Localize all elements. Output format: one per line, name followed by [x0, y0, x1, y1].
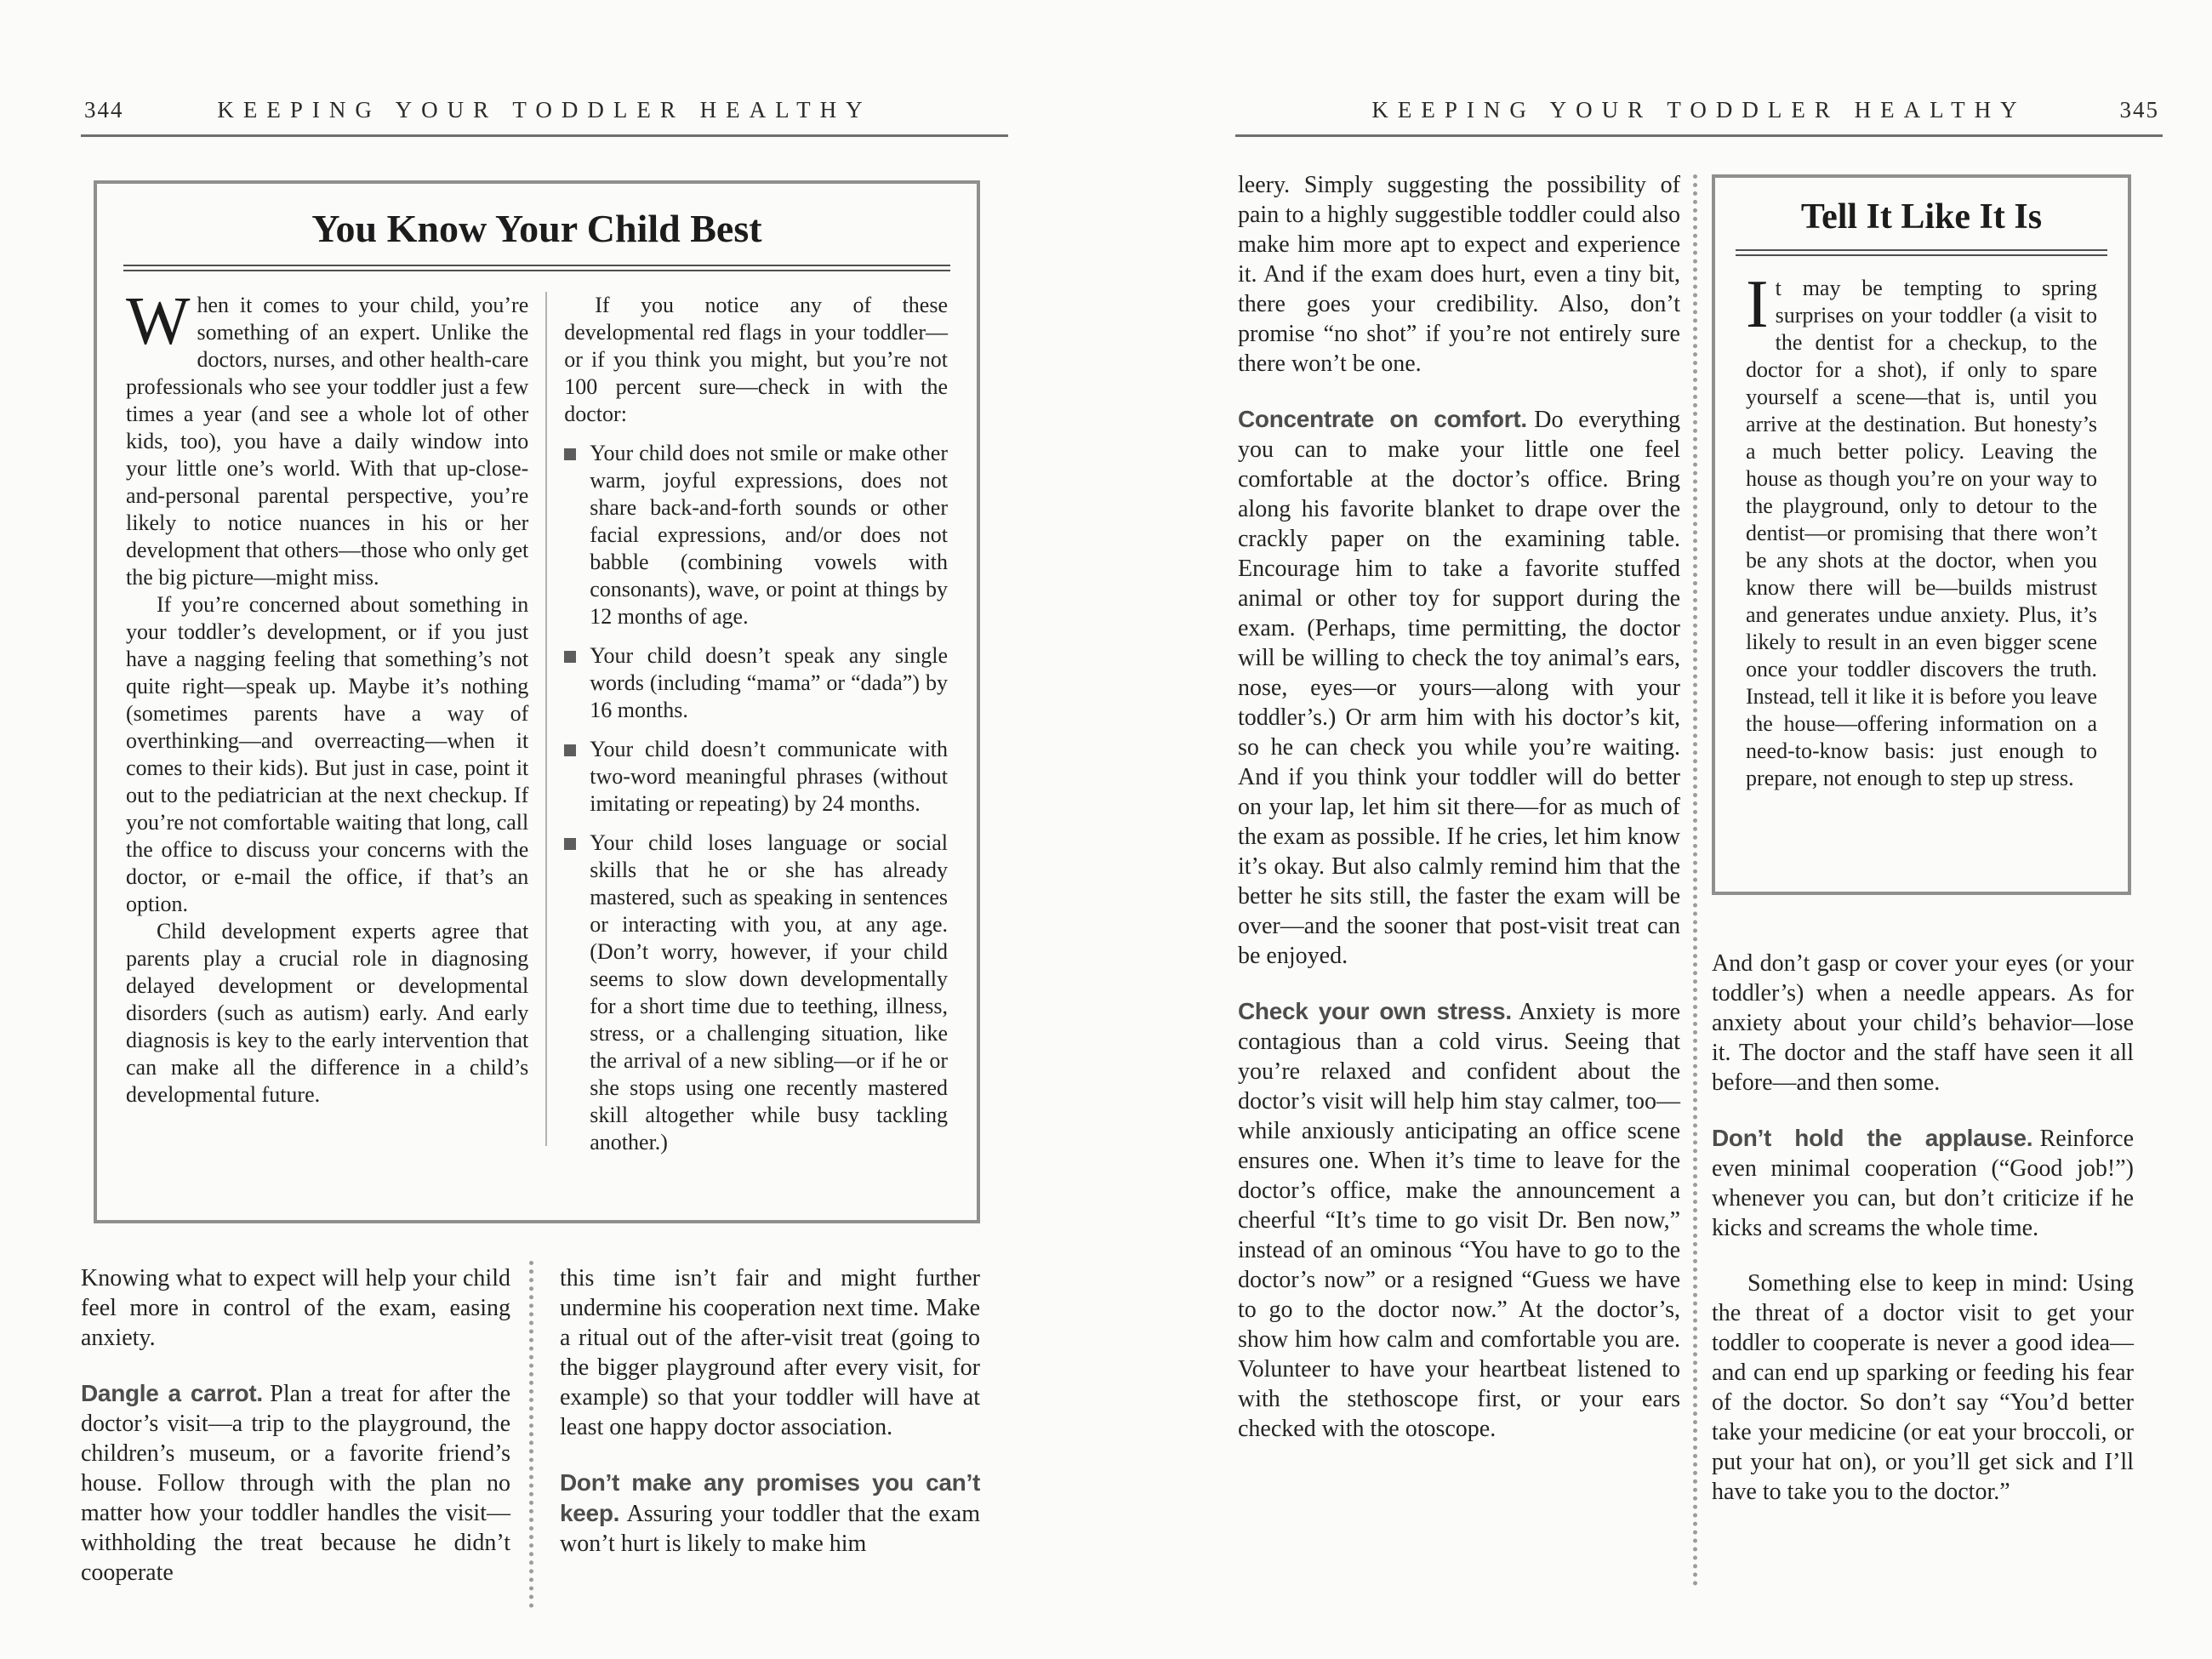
- column-divider-dotted: [529, 1261, 533, 1608]
- page-number-345: 345: [2119, 97, 2159, 123]
- paragraph: [81, 1378, 510, 1588]
- paragraph-lead: Don’t hold the applause.: [1712, 1125, 2033, 1151]
- left-page-column-1: [81, 1263, 510, 1588]
- paragraph: Something else to keep in mind: Using the threat of a doctor visit to get your toddler to cooperate is never a good idea—and can end up sparking or feeding his fear of the doctor. So don’t say “You’d better take your medicine (or eat your broccoli, or put your hat on), or you’ll get sick and I’ll have to take you to the doctor.”: [1712, 1270, 2134, 1505]
- right-page-column-1: [1238, 170, 1680, 1444]
- bullet-square-icon: [564, 744, 576, 756]
- running-head-right: KEEPING YOUR TODDLER HEALTHY: [1371, 97, 2027, 123]
- bullet-square-icon: [564, 651, 576, 663]
- paragraph: [1712, 1123, 2134, 1243]
- paragraph: If you notice any of these developmental red flags in your toddler—or if you think you might, but you’re not 100 percent sure—check in with the doctor:: [564, 293, 948, 426]
- list-item-text: Your child does not smile or make other warm, joyful expressions, does not share back-and-forth sounds or other facial expressions, and/or does not babble (combining vowels with consonants), wave, or point at things by 12 months of age.: [590, 441, 948, 629]
- paragraph: [560, 1468, 980, 1559]
- paragraph-text: Reinforce even minimal cooperation (“Good job!”) whenever you can, but don’t criticize if he kicks and screams the whole time.: [1712, 1126, 2134, 1241]
- box-title: Tell It Like It Is: [1800, 197, 2043, 237]
- paragraph-lead: Dangle a carrot.: [81, 1380, 263, 1406]
- right-page-column-2: [1712, 949, 2134, 1507]
- list-item: [564, 830, 948, 1156]
- list-item: [564, 642, 948, 724]
- paragraph: this time isn’t fair and might further undermine his cooperation next time. Make a ritual out of the after-visit treat (going to the bigger playground after every visit, for example) so that your toddler will have at least one happy doctor association.: [560, 1265, 980, 1440]
- paragraph: [1746, 267, 2097, 792]
- title-double-rule: [123, 265, 950, 271]
- left-page-column-2: [560, 1263, 980, 1559]
- paragraph: If you’re concerned about something in your toddler’s development, or if you just have a nagging feeling that something’s not quite right—speak up. Maybe it’s nothing (sometimes parents have a way of overthinking—and overreacting—when it comes to their kids). But just in case, point it out to the pediatrician at the next checkup. If you’re not comfortable waiting that long, call the office to discuss your concerns with the doctor, or e-mail the office, if that’s an option.: [126, 592, 529, 916]
- red-flag-list: [564, 440, 948, 1156]
- drop-cap: I: [1746, 267, 1769, 342]
- list-item: [564, 736, 948, 818]
- paragraph-text: Assuring your toddler that the exam won’t hurt is likely to make him: [560, 1501, 980, 1557]
- paragraph-text: hen it comes to your child, you’re something of an expert. Unlike the doctors, nurses, and other health-care professionals who see your toddler just a few times a year (and see a whole lot of other kids, too), you have a daily window into your little one’s world. With that up-close-and-personal parental perspective, you’re likely to notice nuances in his or her development that others—those who only get the big picture—might miss.: [126, 293, 529, 590]
- drop-cap: W: [126, 284, 191, 359]
- paragraph: Knowing what to expect will help your child feel more in control of the exam, easing anxiety.: [81, 1265, 510, 1351]
- bullet-square-icon: [564, 448, 576, 460]
- paragraph: leery. Simply suggesting the possibility of pain to a highly suggestible toddler could also make him more apt to expect and experience it. And if the exam does hurt, even a tiny bit, there goes your credibility. Also, don’t promise “no shot” if you’re not entirely sure there won’t be one.: [1238, 172, 1680, 377]
- column-divider-dotted: [1693, 174, 1697, 1587]
- callout-box-tell-it-like-it-is: [1712, 174, 2131, 895]
- left-page-header: [81, 85, 1008, 137]
- paragraph: [1238, 996, 1680, 1444]
- paragraph-lead: Don’t make any promises you can’t keep.: [560, 1469, 980, 1526]
- paragraph: Child development experts agree that parents play a crucial role in diagnosing delayed development or developmental disorders (such as autism) early. And early diagnosis is key to the early intervention that can make all the difference in a child’s developmental future.: [126, 919, 529, 1107]
- list-item-text: Your child doesn’t communicate with two-word meaningful phrases (without imitating or repeating) by 24 months.: [590, 737, 948, 816]
- list-item: [564, 440, 948, 630]
- box-column-right: [547, 292, 948, 1156]
- paragraph: [1238, 404, 1680, 971]
- paragraph-text: Anxiety is more contagious than a cold virus. Seeing that you’re relaxed and confident about the doctor’s visit will help him stay calmer, too—while anxiously anticipating an office scene ensures one. When it’s time to leave for the doctor’s office, make the announcement a cheerful “It’s time to go visit Dr. Ben now,” instead of an ominous “You have to go to the doctor’s now” or a resigned “Guess we have to go to the doctor now.” At the doctor’s, show him how calm and comfortable you are. Volunteer to have your heartbeat listened to with the stethoscope first, or your ears checked with the otoscope.: [1238, 999, 1680, 1442]
- page-number-344: 344: [84, 97, 124, 123]
- right-page-header: [1235, 85, 2163, 137]
- paragraph-lead: Concentrate on comfort.: [1238, 406, 1527, 432]
- paragraph-lead: Check your own stress.: [1238, 998, 1512, 1024]
- list-item-text: Your child doesn’t speak any single words (including “mama” or “dada”) by 16 months.: [590, 643, 948, 722]
- paragraph-text: Do everything you can to make your little one feel comfortable at the doctor’s office. Bring along his favorite blanket to drape over the crackly paper on the examining table. Encourage him to take a favorite stuffed animal or other toy for support during the exam. (Perhaps, time permitting, the doctor will be willing to check the toy animal’s ears, nose, eyes—or yours—along with your toddler’s.) Or arm him with his doctor’s kit, so he can check you while you’re waiting. And if you think your toddler will do better on your lap, let him sit there—for as much of the exam as possible. If he cries, let him know it’s okay. But also calmly remind him that the better he sits still, the faster the exam will be over—and the sooner that post-visit treat can be enjoyed.: [1238, 407, 1680, 969]
- list-item-text: Your child loses language or social skills that he or she has already mastered, such as speaking in sentences or interacting with you, at any age. (Don’t worry, however, if your child seems to slow down developmentally for a short time due to teething, illness, stress, or a challenging situation, like the arrival of a new sibling—or if he or she stops using one recently mastered skill altogether while busy tackling another.): [590, 830, 948, 1154]
- paragraph: And don’t gasp or cover your eyes (or your toddler’s) when a needle appears. As for anxiety about your child’s behavior—lose it. The doctor and the staff have seen it all before—and then some.: [1712, 950, 2134, 1096]
- paragraph-text: t may be tempting to spring surprises on your toddler (a visit to the dentist for a checkup, to the doctor for a shot), if only to spare yourself a scene—that is, until you arrive at the destination. But honesty’s a much better policy. Leaving the house as though you’re on your way to the playground, only to detour to the dentist—or promising that there won’t be any shots at the doctor, when you know there will be—builds mistrust and generates undue anxiety. Plus, it’s likely to result in an even bigger scene once your toddler discovers the truth. Instead, tell it like it is before you leave the house—offering information on a need-to-know basis: just enough to prepare, not enough to step up stress.: [1746, 276, 2097, 790]
- paragraph-text: Plan a treat for after the doctor’s visit—a trip to the playground, the children’s museum, or a favorite friend’s house. Follow through with the plan no matter how your toddler handles the visit—withholding the treat because he didn’t cooperate: [81, 1381, 510, 1586]
- bullet-square-icon: [564, 838, 576, 850]
- box-body: [1715, 256, 2128, 792]
- callout-box-you-know-your-child-best: [94, 180, 980, 1223]
- title-double-rule: [1736, 249, 2107, 256]
- box-title: You Know Your Child Best: [311, 207, 762, 250]
- box-columns: [97, 271, 977, 1156]
- box-column-left: [126, 284, 545, 1156]
- running-head-left: KEEPING YOUR TODDLER HEALTHY: [217, 97, 872, 123]
- paragraph: [126, 284, 529, 591]
